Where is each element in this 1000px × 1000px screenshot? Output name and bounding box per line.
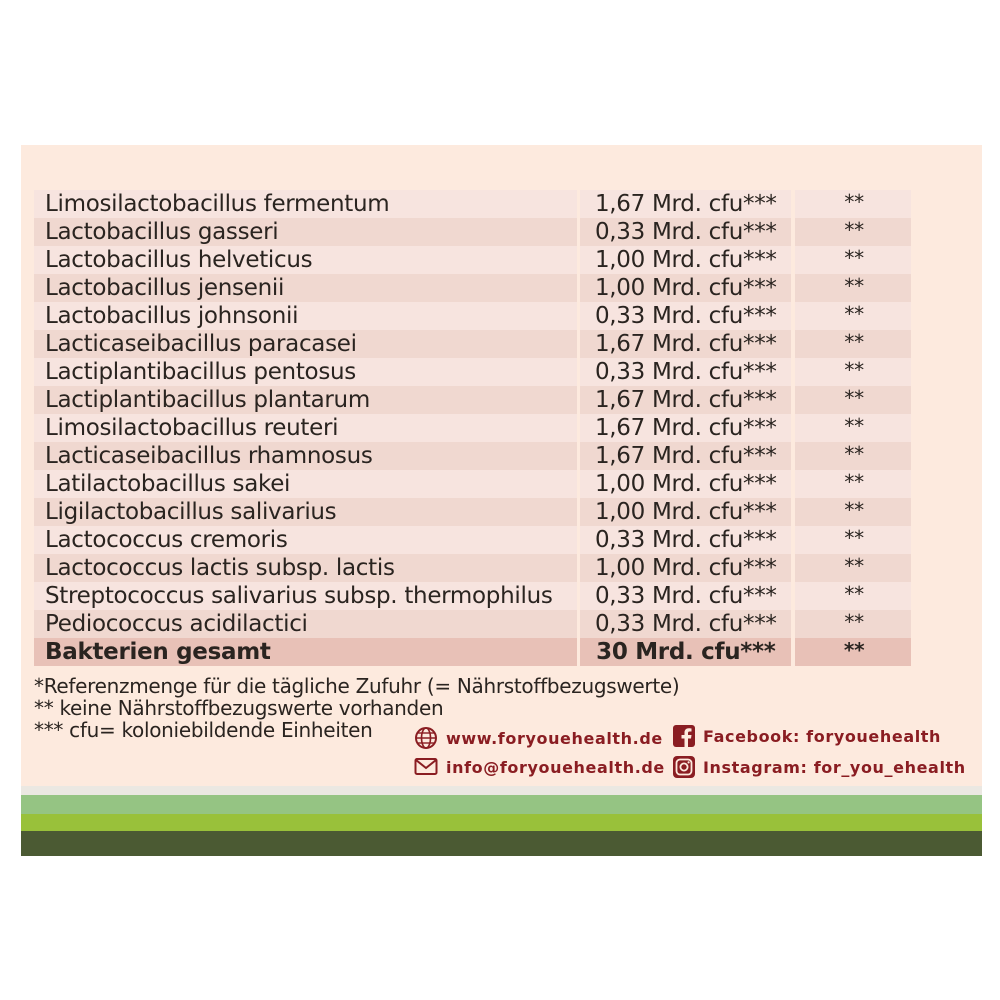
ingredient-name: Lactobacillus jensenii <box>34 274 577 302</box>
ingredient-nrv: ** <box>795 274 911 302</box>
ingredient-name: Lactococcus lactis subsp. lactis <box>34 554 577 582</box>
total-nrv: ** <box>795 638 911 666</box>
table-row <box>34 414 911 442</box>
ingredient-amount: 0,33 Mrd. cfu*** <box>580 610 791 638</box>
table-row <box>34 610 911 638</box>
ingredient-nrv: ** <box>795 610 911 638</box>
footnote-reference: *Referenzmenge für die tägliche Zufuhr (= Nährstoffbezugswerte) <box>34 674 680 698</box>
table-row <box>34 386 911 414</box>
ingredient-nrv: ** <box>795 470 911 498</box>
ingredient-amount: 0,33 Mrd. cfu*** <box>580 582 791 610</box>
instagram-contact[interactable] <box>673 756 966 778</box>
email-link[interactable]: info@foryouehealth.de <box>446 757 665 777</box>
instagram-link[interactable]: Instagram: for_you_ehealth <box>703 757 966 777</box>
ingredient-amount: 1,00 Mrd. cfu*** <box>580 498 791 526</box>
ingredient-name: Lactococcus cremoris <box>34 526 577 554</box>
instagram-icon <box>673 756 695 778</box>
ingredient-amount: 1,00 Mrd. cfu*** <box>580 470 791 498</box>
ingredient-nrv: ** <box>795 190 911 218</box>
ingredient-nrv: ** <box>795 582 911 610</box>
ingredient-amount: 1,00 Mrd. cfu*** <box>580 554 791 582</box>
table-row <box>34 582 911 610</box>
ingredient-name: Limosilactobacillus fermentum <box>34 190 577 218</box>
ingredient-name: Lacticaseibacillus rhamnosus <box>34 442 577 470</box>
ingredient-amount: 0,33 Mrd. cfu*** <box>580 302 791 330</box>
ingredient-amount: 1,67 Mrd. cfu*** <box>580 414 791 442</box>
ingredient-nrv: ** <box>795 526 911 554</box>
ingredient-nrv: ** <box>795 358 911 386</box>
table-row <box>34 218 911 246</box>
ingredient-name: Lactobacillus helveticus <box>34 246 577 274</box>
ingredient-nrv: ** <box>795 302 911 330</box>
ingredient-amount: 0,33 Mrd. cfu*** <box>580 526 791 554</box>
table-row <box>34 274 911 302</box>
table-row <box>34 190 911 218</box>
email-contact[interactable] <box>414 757 665 777</box>
ingredient-amount: 1,00 Mrd. cfu*** <box>580 274 791 302</box>
ingredient-name: Ligilactobacillus salivarius <box>34 498 577 526</box>
ingredient-nrv: ** <box>795 218 911 246</box>
ingredient-amount: 1,67 Mrd. cfu*** <box>580 190 791 218</box>
footnote-cfu: *** cfu= koloniebildende Einheiten <box>34 718 373 742</box>
website-contact[interactable] <box>414 726 663 750</box>
ingredient-name: Lacticaseibacillus paracasei <box>34 330 577 358</box>
table-row <box>34 330 911 358</box>
footnote-no-nrv: ** keine Nährstoffbezugswerte vorhanden <box>34 696 444 720</box>
table-row <box>34 246 911 274</box>
ingredient-name: Pediococcus acidilactici <box>34 610 577 638</box>
ingredient-nrv: ** <box>795 498 911 526</box>
ingredient-nrv: ** <box>795 414 911 442</box>
ingredient-amount: 0,33 Mrd. cfu*** <box>580 358 791 386</box>
ingredient-nrv: ** <box>795 554 911 582</box>
ingredient-amount: 0,33 Mrd. cfu*** <box>580 218 791 246</box>
website-link[interactable]: www.foryouehealth.de <box>446 728 663 748</box>
table-row <box>34 442 911 470</box>
facebook-link[interactable]: Facebook: foryouehealth <box>703 726 942 746</box>
ingredient-amount: 1,67 Mrd. cfu*** <box>580 442 791 470</box>
stripe-light <box>21 786 982 795</box>
facebook-contact[interactable] <box>673 725 941 747</box>
table-row <box>34 470 911 498</box>
total-name: Bakterien gesamt <box>34 638 577 666</box>
total-row <box>34 638 911 666</box>
ingredient-nrv: ** <box>795 386 911 414</box>
ingredient-name: Streptococcus salivarius subsp. thermophilus <box>34 582 577 610</box>
stripe-pale-green <box>21 795 982 814</box>
ingredient-nrv: ** <box>795 246 911 274</box>
ingredient-nrv: ** <box>795 330 911 358</box>
stripe-lime <box>21 814 982 831</box>
ingredient-nrv: ** <box>795 442 911 470</box>
stripe-dark-green <box>21 831 982 856</box>
ingredient-amount: 1,67 Mrd. cfu*** <box>580 330 791 358</box>
table-row <box>34 498 911 526</box>
globe-icon <box>414 726 438 750</box>
table-row <box>34 358 911 386</box>
ingredients-table <box>34 190 911 666</box>
ingredient-name: Latilactobacillus sakei <box>34 470 577 498</box>
ingredient-name: Lactiplantibacillus plantarum <box>34 386 577 414</box>
table-row <box>34 554 911 582</box>
ingredient-name: Lactobacillus johnsonii <box>34 302 577 330</box>
mail-icon <box>414 757 438 777</box>
table-row <box>34 302 911 330</box>
table-row <box>34 526 911 554</box>
ingredient-name: Limosilactobacillus reuteri <box>34 414 577 442</box>
ingredient-name: Lactiplantibacillus pentosus <box>34 358 577 386</box>
ingredient-amount: 1,00 Mrd. cfu*** <box>580 246 791 274</box>
ingredient-amount: 1,67 Mrd. cfu*** <box>580 386 791 414</box>
ingredient-name: Lactobacillus gasseri <box>34 218 577 246</box>
facebook-icon <box>673 725 695 747</box>
total-amount: 30 Mrd. cfu*** <box>580 638 791 666</box>
